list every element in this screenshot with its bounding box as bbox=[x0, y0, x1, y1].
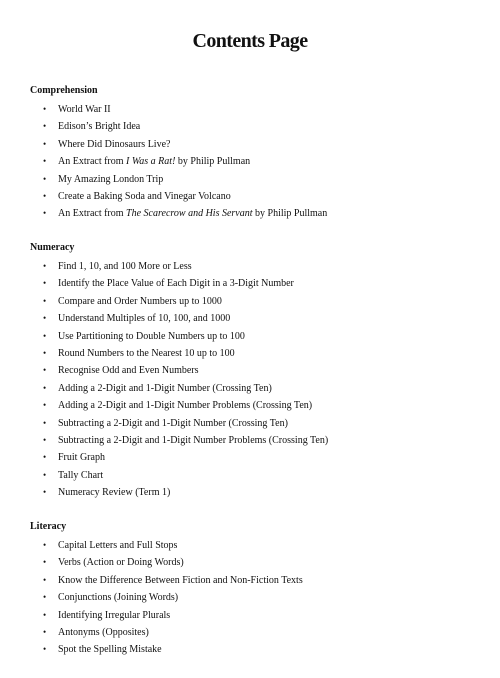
section-heading: Comprehension bbox=[30, 85, 98, 96]
bullet-icon: • bbox=[43, 452, 47, 463]
list-item bbox=[30, 171, 480, 188]
bullet-icon: • bbox=[43, 574, 47, 585]
list-item bbox=[30, 101, 480, 118]
item-text: Identifying Irregular Plurals bbox=[58, 609, 171, 621]
bullet-icon: • bbox=[43, 400, 47, 411]
item-text: Use Partitioning to Double Numbers up to 100 bbox=[58, 330, 245, 342]
list-item bbox=[30, 188, 480, 205]
bullet-icon: • bbox=[43, 592, 47, 603]
bullet-icon: • bbox=[43, 278, 47, 289]
item-text: Adding a 2-Digit and 1-Digit Number Problems (Crossing Ten) bbox=[58, 400, 313, 412]
bullet-icon: • bbox=[43, 540, 47, 550]
list-item bbox=[30, 258, 480, 275]
section-numeracy bbox=[30, 241, 480, 501]
list-item bbox=[30, 572, 480, 589]
item-text: An Extract from bbox=[58, 208, 127, 220]
list-item bbox=[30, 607, 480, 624]
bullet-icon: • bbox=[43, 626, 47, 637]
list-item bbox=[30, 554, 480, 571]
bullet-icon: • bbox=[43, 173, 47, 184]
bullet-icon: • bbox=[43, 261, 47, 271]
list-item bbox=[30, 624, 480, 641]
bullet-icon: • bbox=[43, 190, 47, 201]
item-text: Round Numbers to the Nearest 10 up to 100 bbox=[58, 347, 235, 359]
list-item bbox=[30, 432, 480, 449]
bullet-icon: • bbox=[43, 156, 47, 167]
section-list bbox=[30, 537, 480, 659]
item-text: Capital Letters and Full Stops bbox=[58, 540, 178, 551]
list-item bbox=[30, 310, 480, 327]
list-item bbox=[30, 380, 480, 397]
section-literacy bbox=[30, 520, 480, 659]
list-item bbox=[30, 415, 480, 432]
bullet-icon: • bbox=[43, 469, 47, 480]
item-text: Understand Multiples of 10, 100, and 1000 bbox=[58, 313, 231, 325]
list-item bbox=[30, 345, 480, 362]
book-title: The Scarecrow and His Servant bbox=[126, 208, 253, 220]
item-text: Create a Baking Soda and Vinegar Volcano bbox=[58, 190, 231, 202]
list-item bbox=[30, 537, 480, 554]
section-list bbox=[30, 101, 480, 223]
item-text: Identify the Place Value of Each Digit in a 3-Digit Number bbox=[58, 278, 294, 290]
bullet-icon: • bbox=[43, 365, 47, 376]
item-text: Know the Difference Between Fiction and Non-Fiction Texts bbox=[58, 574, 303, 586]
item-text: Where Did Dinosaurs Live? bbox=[58, 138, 171, 150]
list-item bbox=[30, 275, 480, 292]
item-text: Find 1, 10, and 100 More or Less bbox=[58, 261, 192, 272]
bullet-icon: • bbox=[43, 104, 47, 114]
bullet-icon: • bbox=[43, 138, 47, 149]
list-item bbox=[30, 362, 480, 379]
item-text: Numeracy Review (Term 1) bbox=[58, 487, 171, 499]
bullet-icon: • bbox=[43, 434, 47, 445]
bullet-icon: • bbox=[43, 347, 47, 358]
bullet-icon: • bbox=[43, 313, 47, 324]
list-item bbox=[30, 136, 480, 153]
bullet-icon: • bbox=[43, 609, 47, 620]
item-text: Recognise Odd and Even Numbers bbox=[58, 365, 199, 377]
list-item bbox=[30, 589, 480, 606]
item-text-suffix: by Philip Pullman bbox=[252, 208, 328, 220]
section-heading: Numeracy bbox=[30, 242, 75, 253]
section-list bbox=[30, 258, 480, 501]
list-item bbox=[30, 467, 480, 484]
section-comprehension bbox=[30, 84, 480, 223]
item-text: Tally Chart bbox=[58, 469, 104, 481]
list-item bbox=[30, 293, 480, 310]
item-text: Fruit Graph bbox=[58, 452, 105, 464]
item-text: Verbs (Action or Doing Words) bbox=[58, 557, 184, 569]
bullet-icon: • bbox=[43, 295, 47, 306]
item-text: An Extract from bbox=[58, 156, 127, 168]
list-item bbox=[30, 205, 480, 222]
item-text: Subtracting a 2-Digit and 1-Digit Number Problems (Crossing Ten) bbox=[58, 434, 329, 446]
bullet-icon: • bbox=[43, 417, 47, 428]
bullet-icon: • bbox=[43, 121, 47, 132]
list-item bbox=[30, 118, 480, 135]
item-text: Antonyms (Opposites) bbox=[58, 626, 149, 638]
bullet-icon: • bbox=[43, 487, 47, 498]
page-title: Contents Page bbox=[192, 30, 308, 52]
item-text: Edison’s Bright Idea bbox=[58, 121, 141, 133]
list-item bbox=[30, 328, 480, 345]
book-title: I Was a Rat! bbox=[126, 156, 176, 168]
list-item bbox=[30, 449, 480, 466]
item-text-suffix: by Philip Pullman bbox=[175, 156, 251, 168]
bullet-icon: • bbox=[43, 208, 47, 219]
item-text: Adding a 2-Digit and 1-Digit Number (Crossing Ten) bbox=[58, 382, 272, 394]
item-text: Spot the Spelling Mistake bbox=[58, 644, 162, 656]
bullet-icon: • bbox=[43, 382, 47, 393]
section-heading: Literacy bbox=[30, 521, 67, 532]
list-item bbox=[30, 153, 480, 170]
list-item bbox=[30, 484, 480, 501]
item-text: Conjunctions (Joining Words) bbox=[58, 592, 179, 604]
item-text: World War II bbox=[58, 104, 111, 115]
item-text: My Amazing London Trip bbox=[58, 173, 164, 185]
list-item bbox=[30, 397, 480, 414]
item-text: Compare and Order Numbers up to 1000 bbox=[58, 295, 222, 307]
list-item bbox=[30, 641, 480, 658]
bullet-icon: • bbox=[43, 644, 47, 655]
bullet-icon: • bbox=[43, 330, 47, 341]
bullet-icon: • bbox=[43, 557, 47, 568]
item-text: Subtracting a 2-Digit and 1-Digit Number (Crossing Ten) bbox=[58, 417, 288, 429]
